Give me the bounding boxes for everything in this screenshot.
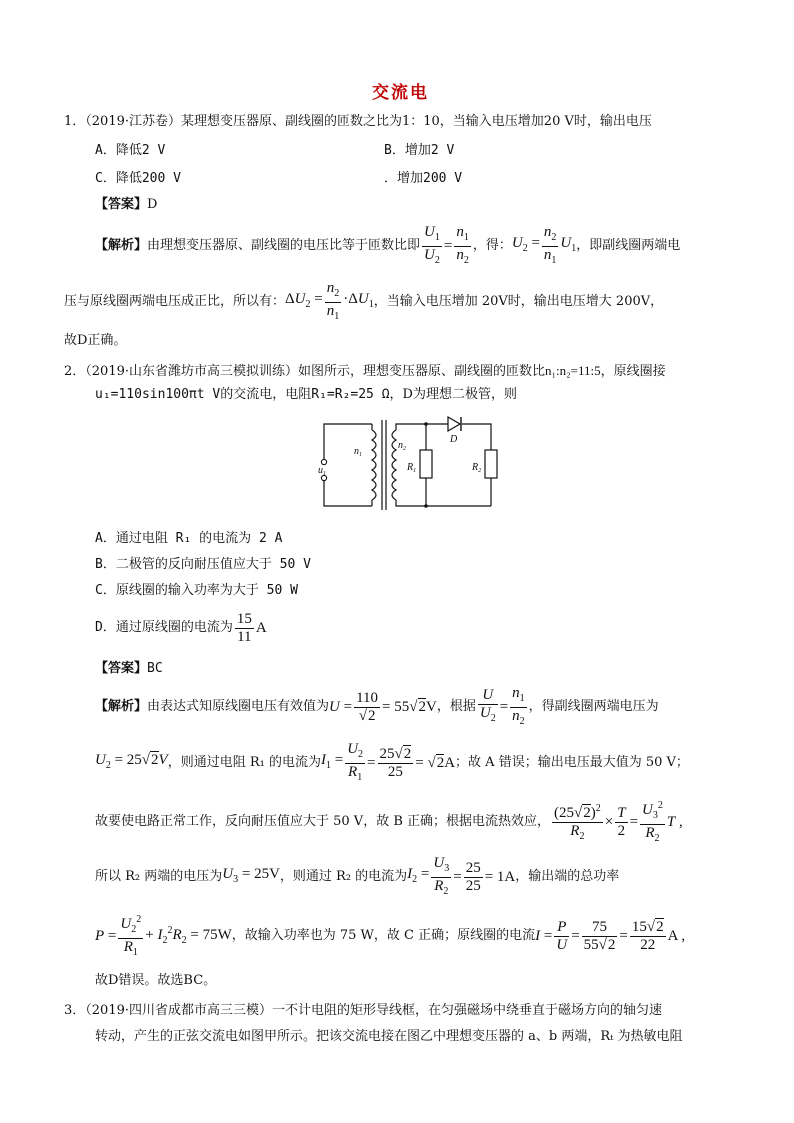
formula-n2-over-n1-b: $\frac{n_2}{n_1}$	[326, 279, 340, 322]
question-2-stem-1: 2．（2019·山东省潍坊市高三模拟训练）如图所示，理想变压器原、副线圈的匝数比n₁:n₂=11:5，原线圈接	[64, 363, 666, 379]
svg-text:n2: $n_2$	[398, 440, 406, 452]
label-n1: n	[354, 446, 359, 457]
q2-analysis-line-6: 故D错误。故选BC。	[95, 973, 217, 988]
question-3-stem-1: 3．（2019·四川省成都市高三三模）一不计电阻的矩形导线框，在匀强磁场中绕垂直于磁场方向的轴匀速	[64, 1003, 662, 1018]
q2-option-c: C．原线圈的输入功率为大于 50 W	[95, 583, 298, 598]
formula-p-over-u: $\frac{P}{U}$	[556, 918, 568, 953]
formula-u-over-u2: $\frac{U}{U_2}$	[479, 687, 496, 724]
page-title: 交流电	[372, 83, 429, 103]
question-1-stem: 1．（2019·江苏卷）某理想变压器原、副线圈的匝数之比为1：10，当输入电压增加20 V时，输出电压	[64, 114, 652, 129]
q1-option-b: B．增加2 V	[384, 143, 455, 158]
q2-analysis-line-2: $U_2 = 25√2V$ ，则通过电阻 R₁ 的电流为 $I_1$ = $\frac{U_2}{R_1}$ = $\frac{25√2}{25}$ = √2A ；故 A 错误；输出电压最大值为 50 V；	[95, 742, 689, 784]
svg-text:u1: $u_1$	[318, 465, 326, 477]
formula-15root2-over-22: $\frac{15√2}{22}$	[631, 918, 664, 953]
q1-answer: 【答案】D	[95, 197, 158, 212]
formula-u3-over-r2: $\frac{U_3}{R_2}$	[433, 854, 450, 897]
label-r1: R	[407, 462, 414, 473]
formula-15-over-11: $\frac{15}{11}$	[236, 610, 252, 645]
formula-u2sq-over-r1: $\frac{U_2^2}{R_1}$	[118, 911, 143, 961]
q2-option-d: D．通过原线圈的电流为 $\frac{15}{11}$ A	[95, 610, 267, 645]
q2-analysis-line-4: 所以 R₂ 两端的电压为 $U_3 = 25V$ ，则通过 R₂ 的电流为 $I_2$ = $\frac{U_3}{R_2}$ = $\frac{25}{25}$ = 1A ，输出端的总功率	[95, 856, 619, 898]
q2-option-b: B．二极管的反向耐压值应大于 50 V	[95, 557, 311, 572]
q2-answer: 【答案】BC	[95, 661, 163, 676]
formula-110-over-root2: $\frac{110}{√2}$	[356, 689, 379, 724]
formula-n2-over-n1: $\frac{n_2}{n_1}$	[543, 223, 557, 266]
q1-analysis-line-3: 故D正确。	[64, 333, 127, 348]
formula-75-over-55root2: $\frac{75}{55√2}$	[583, 918, 616, 953]
q2-analysis-line-3: 故要使电路正常工作，反向耐压值应大于 50 V，故 B 正确；根据电流热效应， $\frac{(25√2)^2}{R_2}$ × $\frac{T}{2}$ = $\frac{U_3^2}{R_2}$ T ,	[95, 798, 683, 846]
label-n2: n	[398, 440, 403, 451]
formula-25root2-over-25: $\frac{25√2}{25}$	[379, 745, 412, 780]
q2-option-a: A．通过电阻 R₁ 的电流为 2 A	[95, 531, 283, 546]
question-3-stem-2: 转动，产生的正弦交流电如图甲所示。把该交流电接在图乙中理想变压器的 a、b 两端，Rₜ 为热敏电阻	[95, 1029, 683, 1044]
q1-analysis-line-1: 【解析】 由理想变压器原、副线圈的电压比等于匝数比即 $\frac{U_1}{U_2}$ = $\frac{n_1}{n_2}$ ，得： $U_2$ = $\frac{n_2}{n_1}$ $U_1$ ，即副线圈两端电	[95, 226, 680, 266]
q2-analysis-line-1: 【解析】 由表达式知原线圈电压有效值为 U = $\frac{110}{√2}$ = 55√2V ，根据 $\frac{U}{U_2}$ = $\frac{n_1}{n_2}$ ，得副线圈两端电压为	[95, 686, 659, 728]
formula-u2-over-r1: $\frac{U_2}{R_1}$	[347, 740, 364, 783]
svg-text:n1: $n_1$	[354, 446, 362, 458]
q1-option-c: C．降低200 V	[95, 171, 181, 186]
formula-u3sq-over-r2: $\frac{U_3^2}{R_2}$	[640, 797, 665, 847]
label-r2: R	[472, 462, 479, 473]
q2-analysis-line-5: P = $\frac{U_2^2}{R_1}$ + $I_2^2R_2 = 75W$ ，故输入功率也为 75 W，故 C 正确；原线圈的电流 I = $\frac{P}{U}$ = $\frac{75}{55√2}$ = $\frac{15√2}{22}$ A ,	[95, 912, 685, 960]
formula-n1-over-n2-b: $\frac{n_1}{n_2}$	[512, 684, 525, 727]
q1-option-a: A．降低2 V	[95, 143, 166, 158]
formula-heat-lhs: $\frac{(25√2)^2}{R_2}$	[552, 800, 603, 845]
svg-text:R1: $R_1$	[407, 462, 417, 474]
diode-icon	[448, 417, 461, 431]
formula-25-over-25: $\frac{25}{25}$	[465, 859, 481, 894]
formula-t-over-2: $\frac{T}{2}$	[617, 804, 626, 839]
svg-text:R2: $R_2$	[472, 462, 482, 474]
q1-option-d: ．增加200 V	[384, 171, 463, 186]
circuit-diagram	[316, 412, 522, 512]
label-diode: D	[450, 434, 458, 445]
question-2-stem-2: u₁=110sin100πt V的交流电，电阻R₁=R₂=25 Ω，D为理想二极管，则	[95, 387, 517, 402]
q1-analysis-line-2: 压与原线圈两端电压成正比，所以有： $\Delta U_2$ = $\frac{n_2}{n_1}$ $\cdot\Delta U_1$ ，当输入电压增加 20V时，输出电压增大 200V，	[64, 282, 663, 322]
formula-u1-over-u2: $\frac{U_1}{U_2}$	[424, 223, 440, 266]
label-u1: u	[318, 465, 323, 476]
formula-n1-over-n2: $\frac{n_1}{n_2}$	[456, 223, 469, 266]
